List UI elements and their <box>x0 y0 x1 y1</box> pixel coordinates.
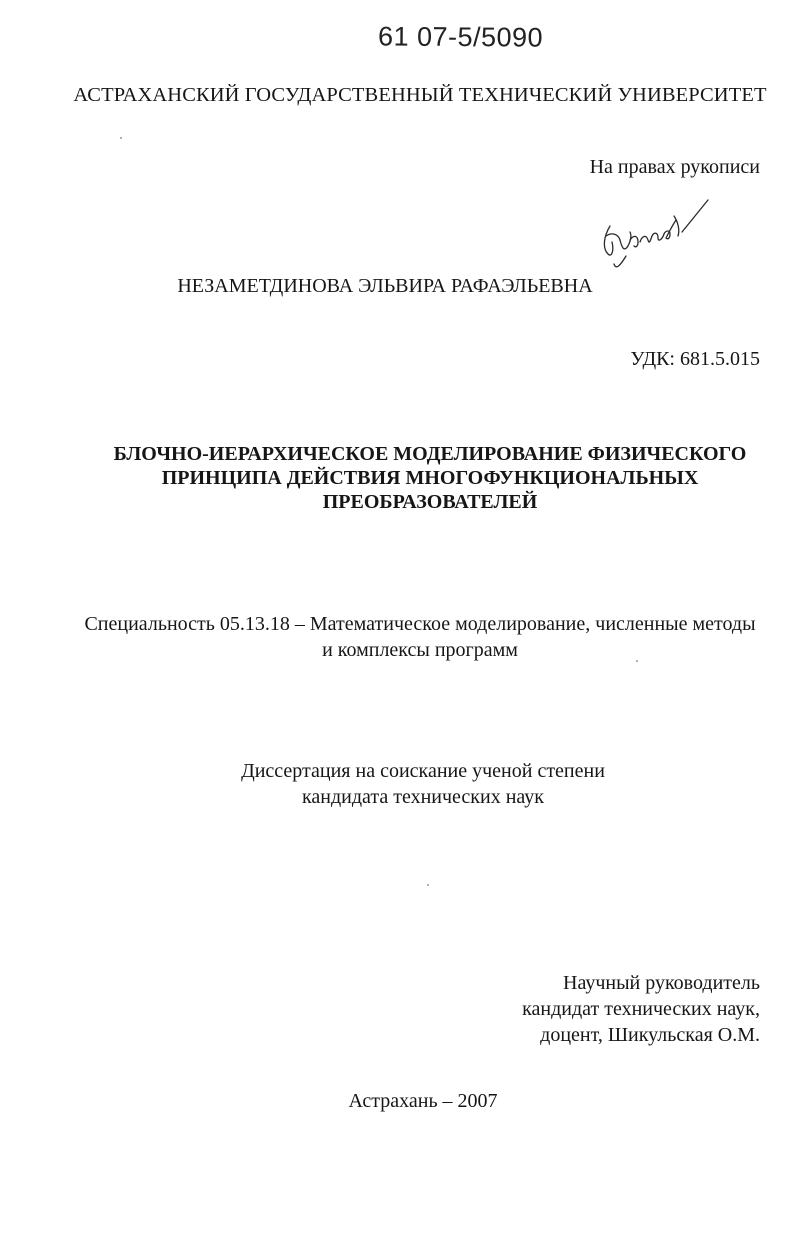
supervisor-line: кандидат технических наук, <box>522 998 760 1020</box>
degree-statement <box>60 758 786 810</box>
title-line: ПРЕОБРАЗОВАТЕЛЕЙ <box>322 491 538 513</box>
scientific-supervisor <box>522 970 760 1048</box>
scan-speck <box>120 137 122 139</box>
city-year: Астрахань – 2007 <box>348 1090 498 1112</box>
university-name: АСТРАХАНСКИЙ ГОСУДАРСТВЕННЫЙ ТЕХНИЧЕСКИЙ УНИВЕРСИТЕТ <box>73 84 767 106</box>
degree-line: кандидата технических наук <box>301 786 545 808</box>
specialty-line: Специальность 05.13.18 – Математическое моделирование, численные методы <box>84 613 756 635</box>
degree-line: Диссертация на соискание ученой степени <box>241 760 605 782</box>
title-line: ПРИНЦИПА ДЕЙСТВИЯ МНОГОФУНКЦИОНАЛЬНЫХ <box>161 467 699 489</box>
rights-note: На правах рукописи <box>589 156 760 178</box>
specialty-statement <box>60 611 780 663</box>
specialty-line: и комплексы программ <box>322 639 518 661</box>
supervisor-line: доцент, Шикульская О.М. <box>540 1024 760 1046</box>
dissertation-title <box>60 442 798 514</box>
handwritten-signature <box>590 196 715 276</box>
archive-stamp: 61 07-5/5090 <box>377 21 544 53</box>
scan-speck <box>427 884 429 886</box>
supervisor-line: Научный руководитель <box>563 972 760 994</box>
udc-code: УДК: 681.5.015 <box>630 348 760 370</box>
scan-speck <box>636 660 638 662</box>
title-line: БЛОЧНО-ИЕРАРХИЧЕСКОЕ МОДЕЛИРОВАНИЕ ФИЗИЧЕСКОГО <box>113 443 747 465</box>
author-name: НЕЗАМЕТДИНОВА ЭЛЬВИРА РАФАЭЛЬЕВНА <box>177 275 593 297</box>
